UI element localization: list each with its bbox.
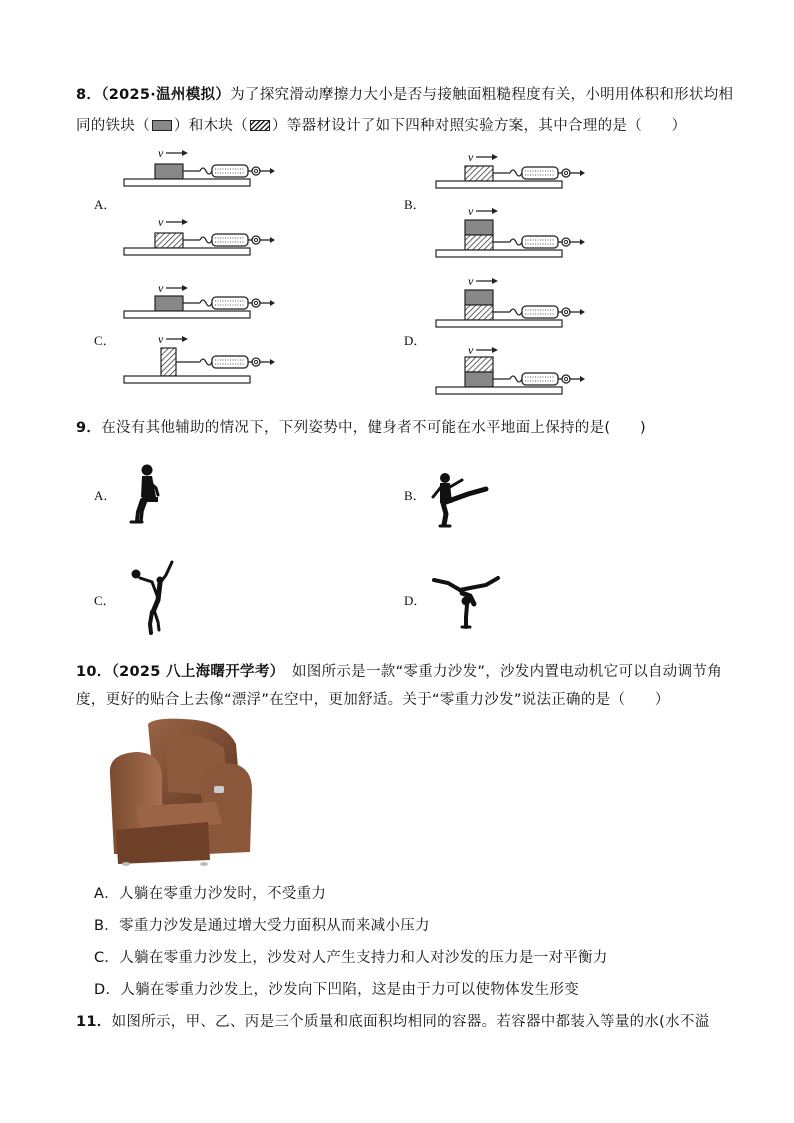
q10-source: （2025 八上海曙开学考） bbox=[111, 664, 278, 680]
q8-text-2b: ）和木块（ bbox=[174, 118, 248, 134]
q8-option-b-label: B． bbox=[404, 197, 426, 212]
q10-number: 10． bbox=[76, 664, 112, 680]
q9-text: 在没有其他辅助的情况下，下列姿势中，健身者不可能在水平地面上保持的是( ) bbox=[101, 420, 646, 436]
svg-text:v: v bbox=[468, 274, 474, 288]
q9-option-b-label: B． bbox=[404, 488, 426, 503]
q8-option-a-label: A． bbox=[94, 197, 117, 212]
q8-source: （2025·温州模拟） bbox=[101, 87, 231, 103]
q10-line-2 bbox=[76, 688, 670, 709]
q9-option-d-label: D． bbox=[404, 593, 427, 608]
posture-c-gymnast-figure bbox=[132, 562, 173, 633]
q10-line-1 bbox=[76, 660, 722, 681]
posture-d-bridge-figure bbox=[434, 578, 498, 627]
q8-text-2a: 同的铁块（ bbox=[76, 118, 150, 134]
svg-text:v: v bbox=[468, 343, 474, 357]
svg-text:v: v bbox=[158, 332, 164, 346]
q8-option-d-label: D． bbox=[404, 333, 427, 348]
q9-number: 9． bbox=[76, 420, 102, 436]
q11-line bbox=[76, 1010, 710, 1031]
q9-option-c-label: C． bbox=[94, 593, 116, 608]
svg-text:v: v bbox=[468, 204, 474, 218]
q10-choice-c: C．人躺在零重力沙发上，沙发对人产生支持力和人对沙发的压力是一对平衡力 bbox=[94, 950, 608, 966]
q8-text-1: 为了探究滑动摩擦力大小是否与接触面粗糙程度有关，小明用体积和形状均相 bbox=[230, 87, 734, 103]
q11-number: 11． bbox=[76, 1014, 112, 1030]
posture-b-leg-raise-figure bbox=[433, 473, 486, 526]
q10-text-2: 度，更好的贴合上去像“漂浮”在空中，更加舒适。关于“零重力沙发”说法正确的是（ ） bbox=[76, 692, 670, 708]
posture-a-sitting-figure bbox=[131, 465, 158, 523]
q10-choice-b: B．零重力沙发是通过增大受力面积从而来减小压力 bbox=[94, 918, 430, 934]
svg-text:v: v bbox=[468, 150, 474, 164]
svg-text:v: v bbox=[158, 146, 164, 160]
svg-text:v: v bbox=[158, 281, 164, 295]
svg-text:v: v bbox=[158, 215, 164, 229]
q11-text: 如图所示，甲、乙、丙是三个质量和底面积均相同的容器。若容器中都装入等量的水(水不溢 bbox=[111, 1014, 710, 1030]
q8-text-2c: ）等器材设计了如下四种对照实验方案，其中合理的是（ ） bbox=[272, 118, 687, 134]
q10-choice-d: D．人躺在零重力沙发上，沙发向下凹陷，这是由于力可以使物体发生形变 bbox=[94, 982, 580, 998]
zero-gravity-sofa-image bbox=[96, 714, 260, 868]
q8-option-c-label: C． bbox=[94, 333, 116, 348]
q9-option-a-label: A． bbox=[94, 488, 117, 503]
q8-number: 8． bbox=[76, 87, 102, 103]
q10-text-1: 如图所示是一款“零重力沙发”，沙发内置电动机它可以自动调节角 bbox=[277, 664, 723, 680]
q10-choice-a: A．人躺在零重力沙发时，不受重力 bbox=[94, 886, 327, 902]
